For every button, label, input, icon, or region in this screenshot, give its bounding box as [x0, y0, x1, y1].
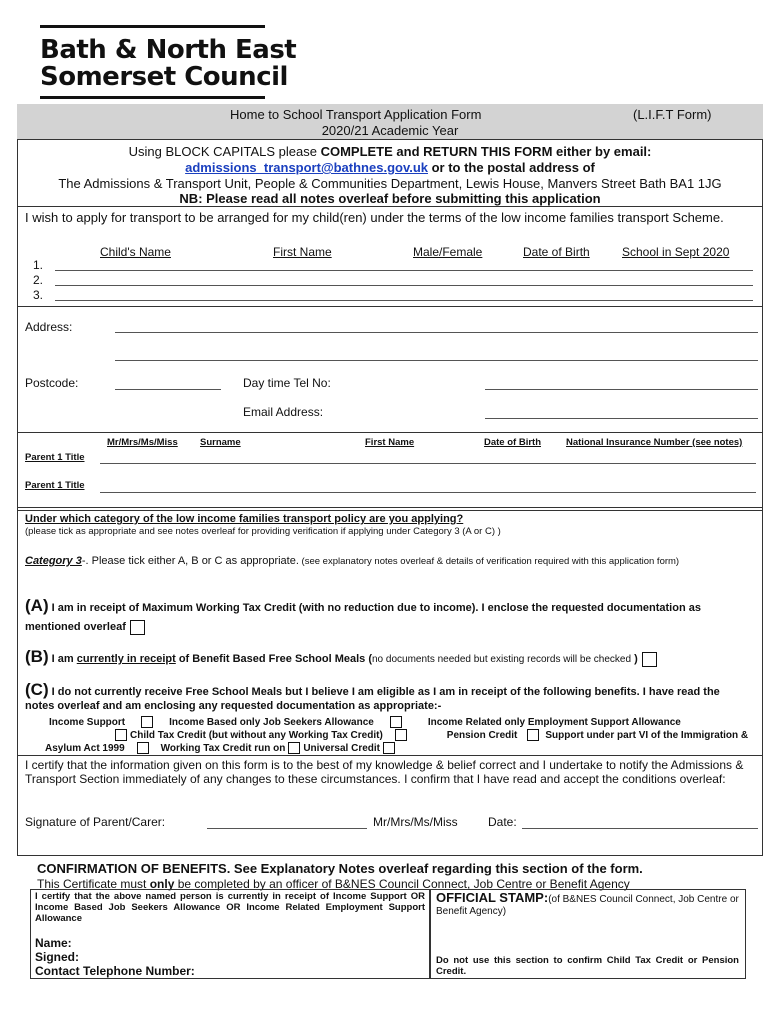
option-a	[25, 596, 725, 637]
form-title: Home to School Transport Application Form	[230, 107, 482, 122]
jsa-checkbox[interactable]	[390, 716, 402, 728]
option-a-checkbox[interactable]	[130, 620, 145, 635]
benefits-row-2	[45, 729, 757, 755]
intro-plain: Using BLOCK CAPITALS please	[128, 144, 321, 159]
option-b	[25, 647, 755, 667]
divider	[17, 755, 763, 756]
pension-credit-checkbox[interactable]	[527, 729, 539, 741]
universal-credit-checkbox[interactable]	[383, 742, 395, 754]
address-field-1[interactable]	[115, 332, 758, 333]
parent-firstname-header: First Name	[365, 437, 415, 448]
divider	[17, 510, 763, 511]
category-3-text	[25, 555, 745, 568]
postcode-field[interactable]	[115, 389, 221, 390]
child-row-1-label: 1.	[33, 258, 44, 272]
child-name-header: Child's Name	[100, 245, 171, 259]
parent-dob-header: Date of Birth	[484, 437, 541, 448]
option-b-text-1: I am	[48, 653, 77, 665]
tel-label: Day time Tel No:	[243, 376, 331, 390]
category-3-label: Category 3	[25, 555, 82, 567]
confirmation-heading: CONFIRMATION OF BENEFITS. See Explanatory Notes overleaf regarding this section of the form.	[37, 861, 643, 876]
officer-signed-label: Signed:	[35, 950, 79, 964]
child-row-2-field[interactable]	[55, 285, 753, 286]
child-row-3-field[interactable]	[55, 300, 753, 301]
divider	[17, 306, 763, 307]
stamp-warning: Do not use this section to confirm Child Tax Credit or Pension Credit.	[436, 955, 739, 977]
option-c-text: I do not currently receive Free School Meals but I believe I am eligible as I am in receipt of the following benefits. I have read the notes overleaf and am enclosing any requested documentation as appropriate:-	[25, 686, 720, 712]
divider	[17, 432, 763, 433]
parent-2-field[interactable]	[100, 492, 756, 493]
date-field[interactable]	[522, 828, 758, 829]
signature-field[interactable]	[207, 828, 367, 829]
stamp-heading	[436, 892, 741, 918]
benefits-row-1	[45, 716, 757, 729]
parent-title-header: Mr/Mrs/Ms/Miss	[107, 437, 178, 448]
option-a-text: I am in receipt of Maximum Working Tax Credit (with no reduction due to income). I enclose the requested documentation as mentioned overleaf	[25, 602, 701, 633]
stamp-title: OFFICIAL STAMP:	[436, 890, 549, 905]
nb-note: NB: Please read all notes overleaf before submitting this application	[179, 191, 601, 206]
option-c	[25, 680, 750, 713]
benefit-jsa: Income Based only Job Seekers Allowance	[169, 717, 374, 728]
confirmation-sub-1: This Certificate must	[37, 877, 150, 891]
address-field-2[interactable]	[115, 360, 758, 361]
category-3-instructions: -. Please tick either A, B or C as appropriate.	[81, 555, 299, 567]
officer-certify-text: I certify that the above named person is currently in receipt of Income Support OR Income Based Job Seekers Allowance OR Income Related Employment Support Allowance	[35, 891, 425, 924]
divider	[17, 507, 763, 508]
officer-name-label: Name:	[35, 936, 72, 950]
option-b-checkbox[interactable]	[642, 652, 657, 667]
benefit-pension-credit: Pension Credit	[446, 730, 518, 741]
option-b-underlined: currently in receipt	[76, 653, 176, 665]
academic-year: 2020/21 Academic Year	[321, 123, 459, 138]
stamp-note: (of B&NES Council Connect, Job Centre or Benefit Agency)	[436, 894, 739, 917]
immigration-checkbox[interactable]	[137, 742, 149, 754]
option-b-note: no documents needed but existing records will be checked	[372, 654, 632, 665]
gender-header: Male/Female	[413, 245, 483, 259]
apply-text: I wish to apply for transport to be arranged for my child(ren) under the terms of the low income families transport Scheme.	[25, 210, 724, 225]
dob-header: Date of Birth	[523, 245, 590, 259]
postal-address: The Admissions & Transport Unit, People & Communities Department, Lewis House, Manvers Street Bath BA1 1JG	[58, 176, 722, 191]
benefit-esa: Income Related only Employment Support Allowance	[427, 717, 681, 728]
parent-ni-header: National Insurance Number (see notes)	[566, 437, 743, 448]
option-b-letter: (B)	[25, 647, 49, 666]
certify-title-label: Mr/Mrs/Ms/Miss	[373, 815, 458, 829]
email-suffix: or to the postal address of	[428, 160, 595, 175]
intro-bold: COMPLETE and RETURN THIS FORM either by email:	[320, 144, 652, 159]
child-row-1-field[interactable]	[55, 270, 753, 271]
benefit-child-tax-credit: Child Tax Credit (but without any Working Tax Credit)	[130, 730, 383, 741]
intro-line-2	[17, 160, 763, 175]
intro-line-1	[17, 144, 763, 159]
benefits-list	[45, 716, 757, 755]
wtc-run-on-checkbox[interactable]	[288, 742, 300, 754]
form-code: (L.I.F.T Form)	[633, 107, 712, 122]
certify-text: I certify that the information given on this form is to the best of my knowledge & belief correct and I undertake to notify the Admissions & Transport Section immediately of any changes to these circumstances. I confirm that I have read and accept the conditions overleaf:	[25, 758, 744, 786]
school-header: School in Sept 2020	[622, 245, 730, 259]
logo-top-rule	[40, 25, 265, 28]
parent-surname-header: Surname	[200, 437, 241, 448]
parent-1-field[interactable]	[100, 463, 756, 464]
benefit-universal-credit: Universal Credit	[303, 743, 381, 754]
tel-field[interactable]	[485, 389, 758, 390]
email-field[interactable]	[485, 418, 758, 419]
benefit-immigration: Support under part VI of the Immigration & Asylum Act 1999	[45, 730, 749, 754]
esa-checkbox[interactable]	[115, 729, 127, 741]
officer-phone-label: Contact Telephone Number:	[35, 964, 195, 978]
child-tax-credit-checkbox[interactable]	[395, 729, 407, 741]
email-label: Email Address:	[243, 405, 324, 419]
category-question-note: (please tick as appropriate and see notes overleaf for providing verification if applying under Category 3 (A or C) )	[25, 526, 501, 537]
confirmation-sub-only: only	[149, 877, 175, 891]
parent-1-title-label: Parent 1 Title	[25, 452, 85, 463]
category-3-note: (see explanatory notes overleaf & details of verification required with this application form)	[298, 556, 680, 567]
divider	[17, 206, 763, 207]
option-b-text-2: of Benefit Based Free School Meals (	[175, 653, 372, 665]
logo-line-2: Somerset Council	[40, 62, 288, 92]
child-row-2-label: 2.	[33, 273, 44, 287]
first-name-header: First Name	[273, 245, 332, 259]
logo-line-1: Bath & North East	[40, 35, 297, 65]
postcode-label: Postcode:	[25, 376, 79, 390]
income-support-checkbox[interactable]	[141, 716, 153, 728]
email-link[interactable]: admissions_transport@bathnes.gov.uk	[185, 160, 428, 175]
address-label: Address:	[25, 320, 73, 334]
signature-label: Signature of Parent/Carer:	[25, 815, 166, 829]
option-c-letter: (C)	[25, 680, 49, 699]
date-label: Date:	[488, 815, 517, 829]
benefit-wtc-run-on: Working Tax Credit run on	[160, 743, 286, 754]
option-b-close: )	[631, 653, 638, 665]
category-question: Under which category of the low income families transport policy are you applying?	[25, 513, 464, 525]
confirmation-sub-2: be completed by an officer of B&NES Council Connect, Job Centre or Benefit Agency	[174, 877, 630, 891]
benefit-income-support: Income Support	[49, 717, 126, 728]
parent-2-title-label: Parent 1 Title	[25, 480, 85, 491]
child-row-3-label: 3.	[33, 288, 44, 302]
option-a-letter: (A)	[25, 596, 49, 615]
logo-bottom-rule	[40, 96, 265, 99]
